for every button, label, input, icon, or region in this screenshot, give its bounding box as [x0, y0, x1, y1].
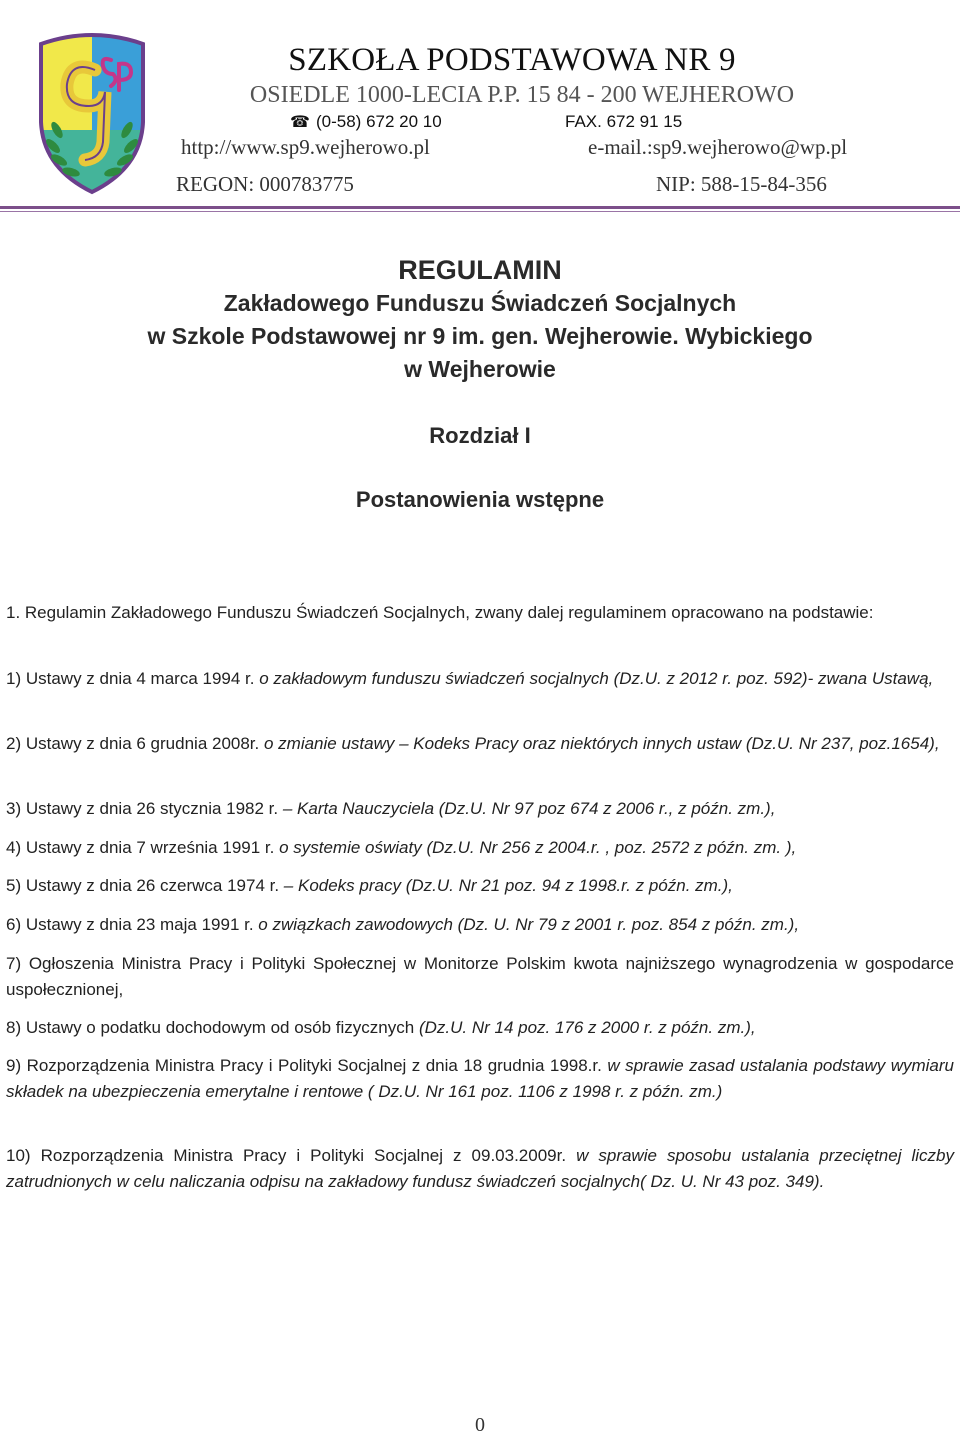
list-item-main: 6) Ustawy z dnia 23 maja 1991 r. [6, 915, 259, 934]
list-item-italic: w sprawie zasad ustalania podstawy wymiaru składek na ubezpieczenia emerytalne i rentowe ( Dz.U. Nr 161 poz. 1106 z 1998 r. z późn. zm.) [6, 1056, 955, 1101]
document-subtitle-line-1: Zakładowego Funduszu Świadczeń Socjalnych [223, 290, 737, 316]
list-item-main: 5) Ustawy z dnia 26 czerwca 1974 r. [6, 876, 284, 895]
list-item-italic: o zmianie ustawy – Kodeks Pracy oraz niektórych innych ustaw (Dz.U. Nr 237, poz.1654), [263, 734, 940, 753]
list-item [6, 835, 954, 861]
list-item-italic: o zakładowym funduszu świadczeń socjalnych (Dz.U. z 2012 r. poz. 592)- zwana Ustawą, [259, 669, 934, 688]
list-item-italic: – Kodeks pracy (Dz.U. Nr 21 poz. 94 z 1998.r. z późn. zm.), [283, 876, 733, 895]
list-item-main: 7) Ogłoszenia Ministra Pracy i Polityki Społecznej w Monitorze Polskim kwota najniższego wynagrodzenia w gospodarce uspołecznionej, [6, 954, 954, 999]
list-item-main: 2) Ustawy z dnia 6 grudnia 2008r. [6, 734, 264, 753]
list-item [6, 1143, 954, 1195]
school-name: SZKOŁA PODSTAWOWA NR 9 [288, 42, 736, 78]
chapter-number: Rozdział I [429, 423, 531, 448]
list-item [6, 731, 954, 757]
school-address: OSIEDLE 1000-LECIA P.P. 15 84 - 200 WEJHEROWO [249, 82, 795, 108]
website-link[interactable]: http://www.sp9.wejherowo.pl [181, 135, 430, 159]
list-item-main: 8) Ustawy o podatku dochodowym od osób fizycznych [6, 1018, 419, 1037]
list-item-italic: o związkach zawodowych (Dz. U. Nr 79 z 2001 r. poz. 854 z późn. zm.), [258, 915, 800, 934]
list-item [6, 951, 954, 1003]
list-item-main: 1) Ustawy z dnia 4 marca 1994 r. [6, 669, 260, 688]
regon-number: REGON: 000783775 [176, 172, 354, 196]
document-subtitle-line-2: w Szkole Podstawowej nr 9 im. gen. Wejherowie. Wybickiego [147, 323, 813, 349]
header-divider-thin [0, 211, 960, 212]
list-item [6, 666, 954, 692]
list-item [6, 1015, 954, 1041]
header-divider [0, 206, 960, 209]
list-item-main: 4) Ustawy z dnia 7 września 1991 r. [6, 838, 280, 857]
list-item [6, 912, 954, 938]
list-item-italic: o systemie oświaty (Dz.U. Nr 256 z 2004.r. , poz. 2572 z późn. zm. ), [279, 838, 797, 857]
chapter-title: Postanowienia wstępne [355, 487, 605, 512]
list-item-main: 10) Rozporządzenia Ministra Pracy i Polityki Socjalnej z 09.03.2009r. [6, 1146, 577, 1165]
list-item [6, 873, 954, 899]
list-item-italic: w sprawie sposobu ustalania przeciętnej liczby zatrudnionych w celu naliczania odpisu na zakładowy fundusz świadczeń socjalnych( Dz. U. Nr 43 poz. 349). [6, 1146, 954, 1191]
list-item [6, 1053, 954, 1105]
list-item-italic: (Dz.U. Nr 14 poz. 176 z 2000 r. z późn. zm.), [418, 1018, 756, 1037]
email-address[interactable]: e-mail.:sp9.wejherowo@wp.pl [588, 135, 848, 159]
phone-line [290, 112, 442, 132]
telephone-icon: ☎ [290, 114, 310, 131]
list-item [6, 796, 954, 822]
list-item-main: 9) Rozporządzenia Ministra Pracy i Polityki Socjalnej z dnia 18 grudnia 1998.r. [6, 1056, 608, 1075]
nip-number: NIP: 588-15-84-356 [656, 172, 827, 196]
phone-number: (0-58) 672 20 10 [316, 112, 442, 131]
document-subtitle-line-3: w Wejherowie [404, 356, 556, 382]
intro-paragraph: 1. Regulamin Zakładowego Funduszu Świadczeń Socjalnych, zwany dalej regulaminem opracowano na podstawie: [6, 603, 874, 622]
list-item-main: 3) Ustawy z dnia 26 stycznia 1982 r. [6, 799, 283, 818]
page-number: 0 [475, 1414, 485, 1436]
fax-number: FAX. 672 91 15 [565, 112, 683, 131]
list-item-italic: – Karta Nauczyciela (Dz.U. Nr 97 poz 674 z 2006 r., z późn. zm.), [282, 799, 776, 818]
document-heading: REGULAMIN [398, 255, 562, 285]
